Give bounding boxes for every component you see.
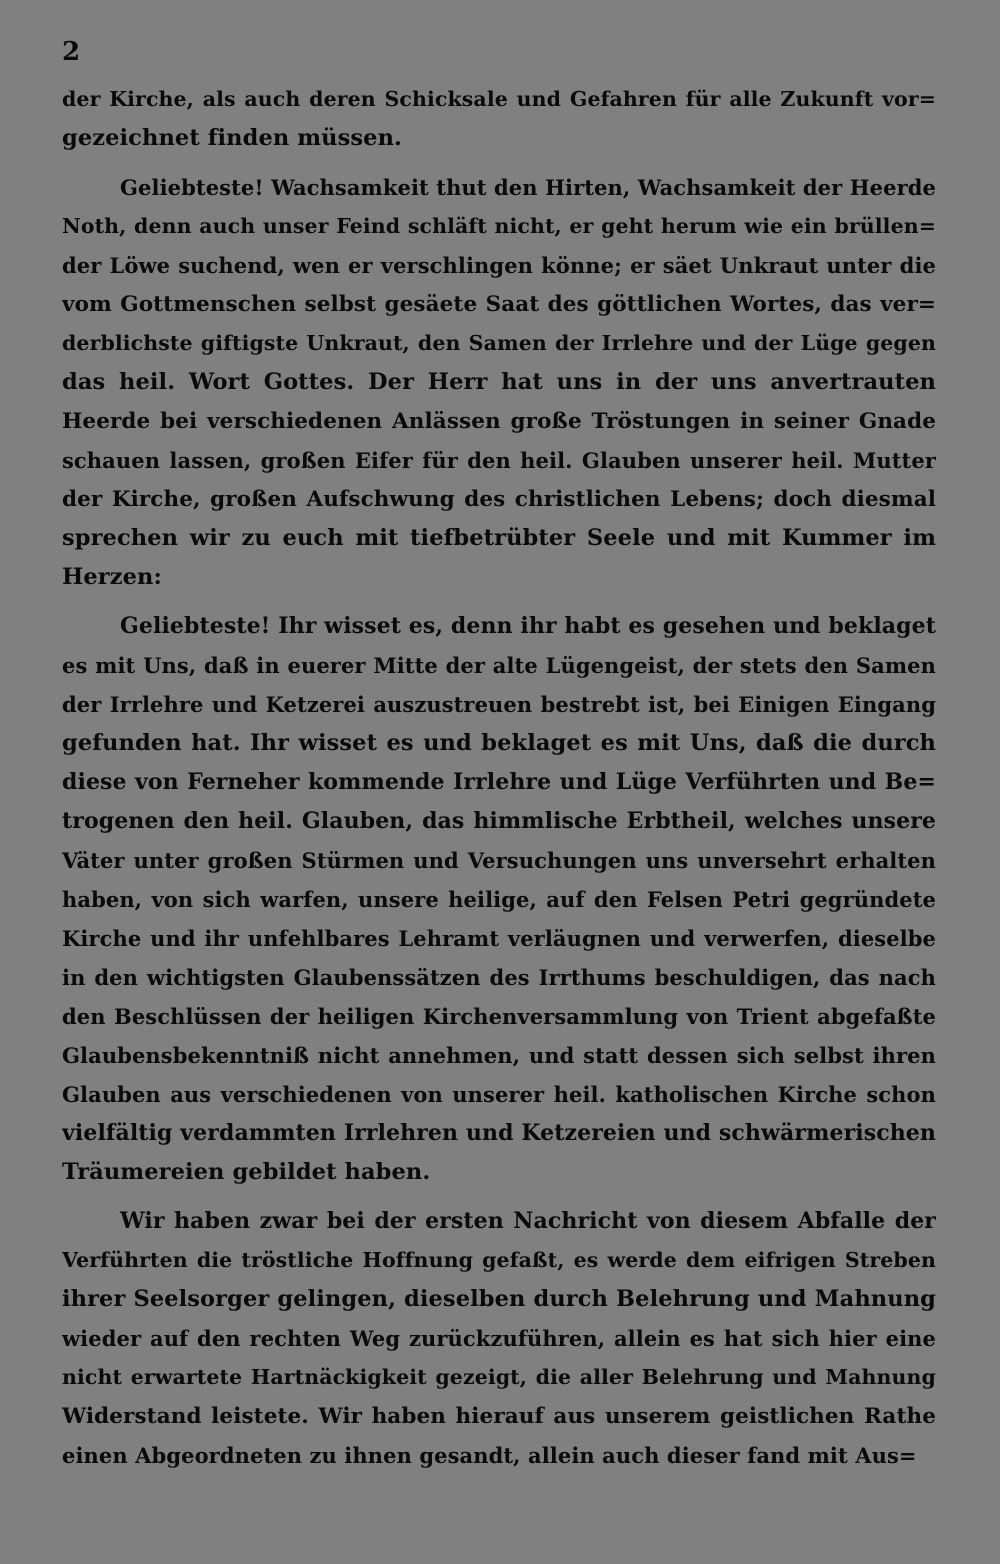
text-line: gezeichnet finden müssen. xyxy=(62,125,402,151)
text-line: Glauben aus verschiedenen von unserer heil. katholischen Kirche schon xyxy=(62,1082,936,1107)
text-line: Geliebteste! Wachsamkeit thut den Hirten, Wachsamkeit der Heerde xyxy=(120,175,936,200)
text-line: wieder auf den rechten Weg zurückzuführen, allein es hat sich hier eine xyxy=(62,1326,936,1351)
text-line: Geliebteste! Ihr wisset es, denn ihr habt es gesehen und beklaget xyxy=(120,613,936,639)
text-line: das heil. Wort Gottes. Der Herr hat uns in der uns anvertrauten xyxy=(62,369,936,395)
page-number: 2 xyxy=(62,37,81,67)
paragraph xyxy=(62,168,936,597)
text-line: schauen lassen, großen Eifer für den heil. Glauben unserer heil. Mutter xyxy=(62,448,936,473)
paragraph-gap xyxy=(62,158,936,168)
text-line: Heerde bei verschiedenen Anlässen große Tröstungen in seiner Gnade xyxy=(62,409,936,434)
text-line: Väter unter großen Stürmen und Versuchungen uns unversehrt erhalten xyxy=(62,848,936,873)
text-line: nicht erwartete Hartnäckigkeit gezeigt, die aller Belehrung und Mahnung xyxy=(62,1365,936,1389)
paragraph-gap xyxy=(62,1192,936,1202)
text-line: gefunden hat. Ihr wisset es und beklaget es mit Uns, daß die durch xyxy=(62,730,936,756)
text-line: Herzen: xyxy=(62,564,162,590)
paragraph xyxy=(62,607,936,1192)
text-line: haben, von sich warfen, unsere heilige, auf den Felsen Petri gegründete xyxy=(62,887,936,912)
text-line: der Irrlehre und Ketzerei auszustreuen bestrebt ist, bei Einigen Eingang xyxy=(62,692,936,717)
text-line: Verführten die tröstliche Hoffnung gefaßt, es werde dem eifrigen Streben xyxy=(62,1248,936,1272)
text-line: trogenen den heil. Glauben, das himmlische Erbtheil, welches unsere xyxy=(62,808,936,834)
text-line: den Beschlüssen der heiligen Kirchenversammlung von Trient abgefaßte xyxy=(62,1004,936,1029)
text-line: vielfältig verdammten Irrlehren und Ketzereien und schwärmerischen xyxy=(62,1120,936,1146)
paragraph xyxy=(62,80,936,158)
text-line: Träumereien gebildet haben. xyxy=(62,1159,431,1185)
text-line: Widerstand leistete. Wir haben hierauf aus unserem geistlichen Rathe xyxy=(62,1404,936,1429)
text-line: ihrer Seelsorger gelingen, dieselben durch Belehrung und Mahnung xyxy=(62,1286,936,1312)
text-line: Wir haben zwar bei der ersten Nachricht von diesem Abfalle der xyxy=(120,1208,936,1234)
text-line: Kirche und ihr unfehlbares Lehramt verläugnen und verwerfen, dieselbe xyxy=(62,926,936,951)
text-line: Noth, denn auch unser Feind schläft nicht, er geht herum wie ein brüllen= xyxy=(62,214,936,238)
text-line: sprechen wir zu euch mit tiefbetrübter Seele und mit Kummer im xyxy=(62,525,936,551)
text-body xyxy=(62,80,936,1475)
text-line: der Kirche, als auch deren Schicksale und Gefahren für alle Zukunft vor= xyxy=(62,87,936,111)
text-line: der Kirche, großen Aufschwung des christlichen Lebens; doch diesmal xyxy=(62,487,936,512)
text-line: Glaubensbekenntniß nicht annehmen, und statt dessen sich selbst ihren xyxy=(62,1043,936,1068)
paragraph-gap xyxy=(62,597,936,607)
text-line: derblichste giftigste Unkraut, den Samen der Irrlehre und der Lüge gegen xyxy=(62,331,936,355)
text-line: der Löwe suchend, wen er verschlingen könne; er säet Unkraut unter die xyxy=(62,253,936,278)
paragraph xyxy=(62,1202,936,1475)
text-line: einen Abgeordneten zu ihnen gesandt, allein auch dieser fand mit Aus= xyxy=(62,1443,917,1468)
text-line: diese von Ferneher kommende Irrlehre und Lüge Verführten und Be= xyxy=(62,769,936,795)
text-line: vom Gottmenschen selbst gesäete Saat des göttlichen Wortes, das ver= xyxy=(62,292,936,317)
text-line: es mit Uns, daß in euerer Mitte der alte Lügengeist, der stets den Samen xyxy=(62,653,936,678)
text-line: in den wichtigsten Glaubenssätzen des Irrthums beschuldigen, das nach xyxy=(62,965,936,990)
